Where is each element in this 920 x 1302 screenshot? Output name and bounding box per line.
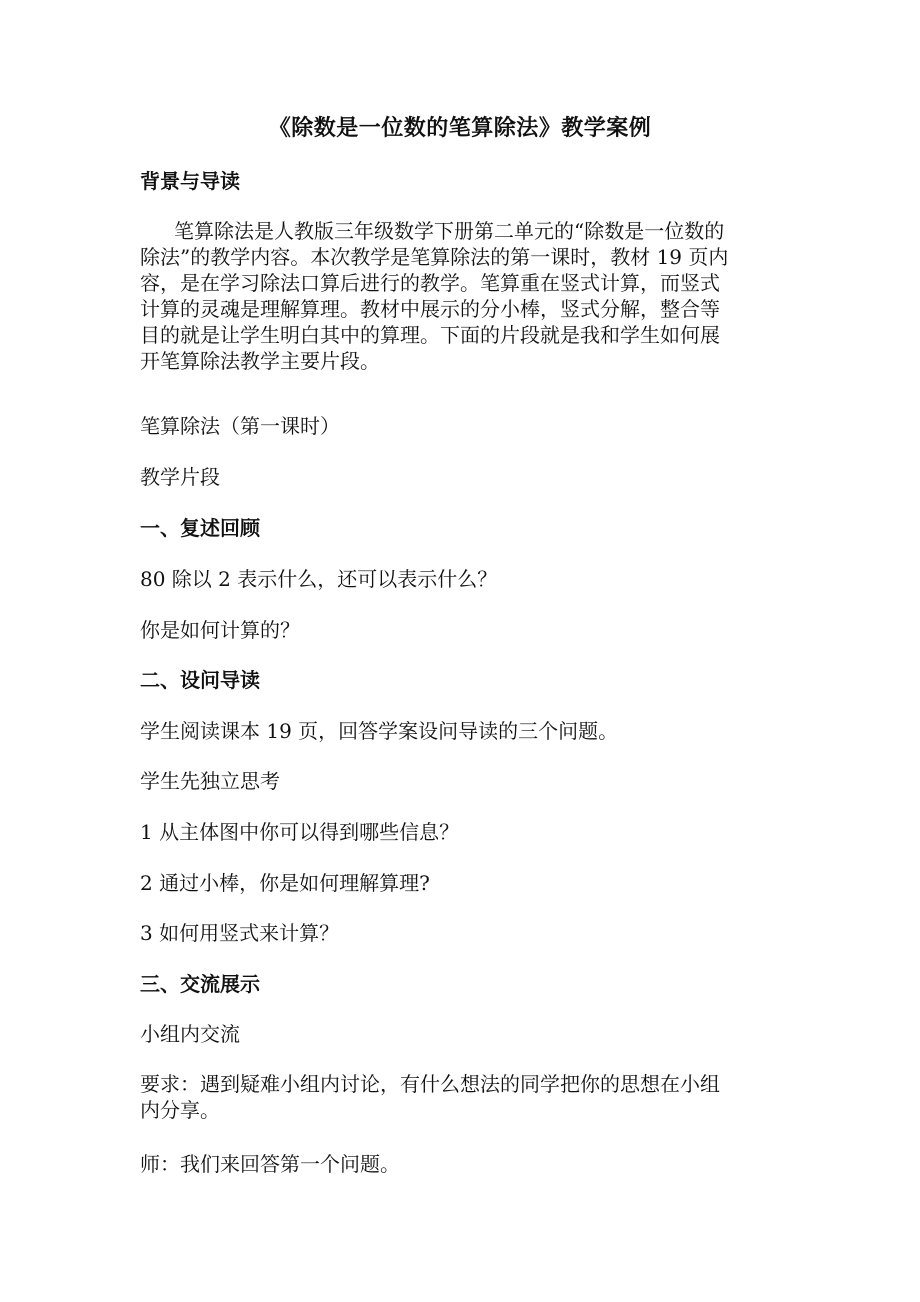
- teacher-line: 师：我们来回答第一个问题。: [140, 1152, 400, 1176]
- requirement-line: 要求：遇到疑难小组内讨论，有什么想法的同学把你的思想在小组: [140, 1072, 720, 1096]
- guide-question-3: 3 如何用竖式来计算？: [140, 921, 340, 945]
- guide-question-2: 2 通过小棒，你是如何理解算理?: [140, 871, 430, 895]
- review-question-1: 80 除以 2 表示什么，还可以表示什么？: [140, 567, 498, 591]
- heading-exchange: 三、交流展示: [140, 972, 260, 996]
- intro-line: 容，是在学习除法口算后进行的教学。笔算重在竖式计算，而竖式: [140, 271, 720, 295]
- guide-independent-thinking: 学生先独立思考: [140, 769, 280, 793]
- section-heading-background: 背景与导读: [140, 169, 240, 193]
- exchange-group: 小组内交流: [140, 1022, 240, 1046]
- lesson-segment-label: 教学片段: [140, 465, 220, 489]
- intro-line: 除法”的教学内容。本次教学是笔算除法的第一课时，教材 19 页内: [140, 245, 729, 269]
- review-question-2: 你是如何计算的？: [140, 618, 300, 642]
- heading-review: 一、复述回顾: [140, 516, 260, 540]
- requirement-paragraph: [140, 1071, 780, 1123]
- guide-question-1: 1 从主体图中你可以得到哪些信息？: [140, 820, 460, 844]
- requirement-line: 内分享。: [140, 1098, 220, 1122]
- document-title: 《除数是一位数的笔算除法》教学案例: [268, 115, 652, 141]
- intro-line: 开笔算除法教学主要片段。: [140, 349, 380, 373]
- intro-line: 计算的灵魂是理解算理。教材中展示的分小棒，竖式分解，整合等: [140, 297, 720, 321]
- intro-paragraph: [140, 218, 785, 374]
- intro-line: 目的就是让学生明白其中的算理。下面的片段就是我和学生如何展: [140, 323, 720, 347]
- lesson-title: 笔算除法（第一课时）: [140, 414, 340, 438]
- heading-guided-reading: 二、设问导读: [140, 668, 260, 692]
- guide-instruction: 学生阅读课本 19 页，回答学案设问导读的三个问题。: [140, 719, 619, 743]
- intro-line: 笔算除法是人教版三年级数学下册第二单元的“除数是一位数的: [174, 219, 725, 243]
